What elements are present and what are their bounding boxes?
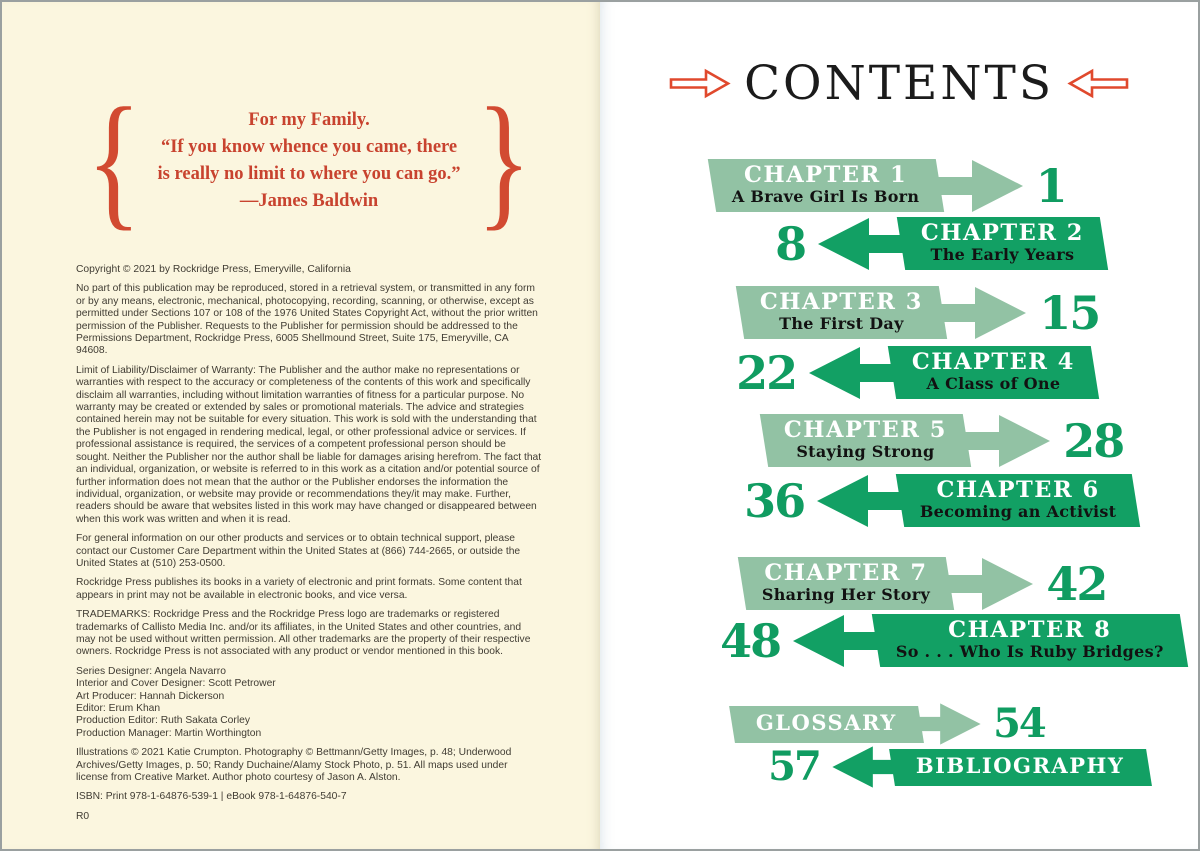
chapter-banner <box>708 159 944 212</box>
toc-row-chapter-4 <box>736 344 1095 402</box>
chapter-banner <box>888 346 1100 399</box>
liability-paragraph: Limit of Liability/Disclaimer of Warranty: The Publisher and the author make no representations or warranties with respect to the accuracy or completeness of the contents of this work and specifically disclaim all warranties, including without limitation warranties of fitness for a particular purpose. No warranty may be created or extended by sales or promotional materials. The advice and strategies contained herein may not be suitable for every situation. This work is sold with the understanding that the Publisher is not engaged in rendering medical, legal, or other professional advice or services. If professional assistance is required, the services of a competent professional person should be sought. Neither the Publisher nor the author shall be liable for damages arising herefrom. The fact that an individual, organization, or website is referred to in this work as a citation and/or potential source of further information does not mean that the author or the Publisher endorses the information the individual, organization, or website may provide or recommendations they/it may make. Further, readers should be aware that websites listed in this work may have changed or disappeared between when this work was written and when it is read. <box>76 364 542 525</box>
toc-row-chapter-1 <box>712 157 1066 215</box>
page-number: 42 <box>1046 557 1107 611</box>
credit-line: Art Producer: Hannah Dickerson <box>76 690 225 702</box>
chapter-label: CHAPTER 1 <box>744 162 908 189</box>
page-number: 48 <box>720 614 781 668</box>
brace-left-glyph: { <box>86 77 142 244</box>
copyright-line: Copyright © 2021 by Rockridge Press, Emeryville, California <box>76 264 351 275</box>
chapter-banner <box>897 217 1109 270</box>
toc-row-chapter-7 <box>742 555 1106 613</box>
credit-line: Editor: Erum Khan <box>76 703 161 714</box>
revision-line: R0 <box>76 810 90 822</box>
toc-row-chapter-6 <box>744 472 1137 530</box>
toc-row-glossary <box>732 701 1045 747</box>
credit-line: Production Editor: Ruth Sakata Corley <box>76 715 250 727</box>
dedication-block <box>76 77 542 244</box>
chapter-title: The Early Years <box>930 245 1075 265</box>
illustrations-paragraph: Illustrations © 2021 Katie Crumpton. Photography © Bettmann/Getty Images, p. 48; Underwood Archives/Getty Images, p. 50; Randy Duchaine/Alamy Stock Photo, p. 51. All maps used under license from Creative Market. Author photo courtesy of Jason A. Alston. <box>76 747 512 784</box>
chapter-title: Sharing Her Story <box>761 585 931 605</box>
toc-row-chapter-8 <box>720 612 1184 670</box>
chapter-label: CHAPTER 8 <box>948 617 1112 644</box>
chapter-label: CHAPTER 6 <box>936 477 1100 504</box>
trademarks-paragraph: TRADEMARKS: Rockridge Press and the Rockridge Press logo are trademarks or registered trademarks of Callisto Media Inc. and/or its affiliates, in the United States and other countries, and may not be used without written permission. All other trademarks are the property of their respective owners. Rockridge Press is not associated with any product or vendor mentioned in this book. <box>76 609 531 658</box>
chapter-banner <box>760 414 972 467</box>
chapter-label: CHAPTER 7 <box>764 560 928 587</box>
chapter-label: CHAPTER 2 <box>920 220 1085 247</box>
chapter-title: Staying Strong <box>796 442 935 462</box>
dedication-line: For my Family. <box>248 110 370 130</box>
credit-line: Series Designer: Angela Navarro <box>76 665 226 677</box>
bibliography-banner <box>889 749 1151 786</box>
chapter-title: So . . . Who Is Ruby Bridges? <box>895 642 1164 662</box>
dedication-line: —James Baldwin <box>239 191 379 211</box>
dedication-line: is really no limit to where you can go.” <box>157 164 461 184</box>
page-number: 28 <box>1063 414 1124 468</box>
isbn-line: ISBN: Print 978-1-64876-539-1 | eBook 978-1-64876-540-7 <box>76 791 347 803</box>
chapter-label: CHAPTER 5 <box>783 417 948 444</box>
chapter-title: A Brave Girl Is Born <box>731 187 920 207</box>
page-title: CONTENTS <box>744 56 1055 111</box>
chapter-title: Becoming an Activist <box>919 502 1117 522</box>
contents-header <box>600 56 1198 111</box>
red-arrow-left-icon <box>1067 68 1129 99</box>
chapter-banner <box>736 286 948 339</box>
chapter-banner <box>738 557 955 610</box>
dedication-text <box>152 107 466 215</box>
red-arrow-right-icon <box>669 68 731 99</box>
contents-page <box>600 2 1198 849</box>
toc-row-bibliography <box>768 744 1148 790</box>
chapter-banner <box>896 474 1141 527</box>
credit-line: Interior and Cover Designer: Scott Petrower <box>76 678 276 690</box>
bibliography-label: BIBLIOGRAPHY <box>915 752 1125 778</box>
page-number: 36 <box>744 474 805 528</box>
chapter-label: CHAPTER 3 <box>759 289 924 316</box>
toc-row-chapter-3 <box>740 284 1099 342</box>
toc-row-chapter-5 <box>764 412 1123 470</box>
page-number: 15 <box>1039 286 1100 340</box>
copyright-page <box>2 2 600 849</box>
permissions-paragraph: No part of this publication may be reproduced, stored in a retrieval system, or transmitted in any form or by any means, electronic, mechanical, photocopying, recording, scanning, or otherwise, except as permitted under Sections 107 or 108 of the 1976 United States Copyright Act, without the prior written permission of the Publisher. Requests to the Publisher for permission should be addressed to the Permissions Department, Rockridge Press, 6005 Shellmound Street, Suite 175, Emeryville, CA 94608. <box>76 283 538 357</box>
chapter-title: The First Day <box>779 314 904 334</box>
contact-paragraph: For general information on our other products and services or to obtain technical support, please contact our Customer Care Department within the United States at (866) 744-2665, or outside the United States at (510) 253-0500. <box>76 533 521 569</box>
dedication-line: “If you know whence you came, there <box>160 137 458 157</box>
chapter-title: A Class of One <box>926 374 1061 394</box>
page-number: 8 <box>775 217 806 271</box>
legal-text-block <box>76 264 542 823</box>
page-number: 57 <box>768 743 820 790</box>
glossary-label: GLOSSARY <box>755 709 897 735</box>
page-number: 22 <box>736 346 797 400</box>
chapter-banner <box>872 614 1188 667</box>
glossary-banner <box>729 706 924 743</box>
credit-line: Production Manager: Martin Worthington <box>76 727 262 739</box>
credits-list <box>76 666 542 740</box>
formats-paragraph: Rockridge Press publishes its books in a variety of electronic and print formats. Some content that appears in print may not be available in electronic books, and vice versa. <box>76 577 522 601</box>
toc-row-chapter-2 <box>775 215 1104 273</box>
page-number: 1 <box>1035 159 1066 213</box>
chapter-label: CHAPTER 4 <box>911 349 1076 376</box>
brace-right-glyph: } <box>476 77 532 244</box>
page-number: 54 <box>993 700 1045 747</box>
